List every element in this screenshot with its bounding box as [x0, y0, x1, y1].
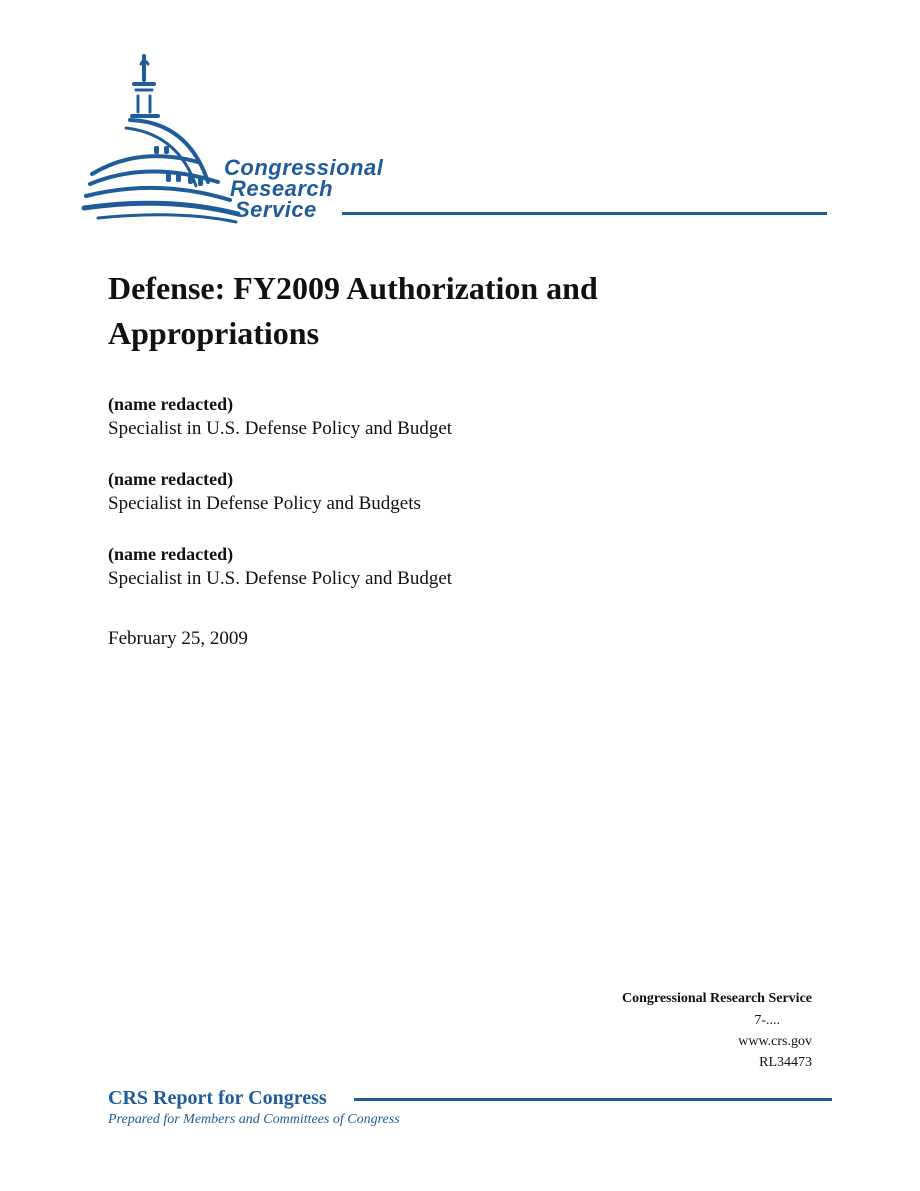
report-meta: [512, 988, 812, 1073]
author-block: [108, 542, 808, 592]
report-date: February 25, 2009: [108, 628, 248, 649]
author-block: [108, 392, 808, 442]
report-title-line-2: Appropriations: [108, 315, 320, 351]
meta-report-number: RL34473: [759, 1055, 812, 1070]
logo-word-research: Research: [230, 176, 334, 201]
logo-word-congressional: Congressional: [224, 155, 384, 180]
author-block: [108, 467, 808, 517]
logo-divider: [342, 212, 827, 215]
author-name: (name redacted): [108, 469, 234, 489]
author-name: (name redacted): [108, 544, 234, 564]
crs-logo: [78, 50, 838, 230]
footer-subtitle: Prepared for Members and Committees of Congress: [108, 1112, 400, 1127]
author-role: Specialist in U.S. Defense Policy and Budget: [108, 418, 453, 439]
report-title: [108, 266, 808, 356]
author-role: Specialist in U.S. Defense Policy and Budget: [108, 568, 453, 589]
meta-code: 7-....: [754, 1013, 780, 1028]
meta-organization: Congressional Research Service: [621, 991, 812, 1006]
author-name: (name redacted): [108, 394, 234, 414]
footer-divider: [354, 1098, 832, 1101]
logo-word-service: Service: [235, 197, 317, 222]
report-title-line-1: Defense: FY2009 Authorization and: [108, 270, 598, 306]
meta-website-link[interactable]: www.crs.gov: [738, 1034, 812, 1049]
author-role: Specialist in Defense Policy and Budgets: [108, 493, 421, 514]
footer-title: CRS Report for Congress: [108, 1087, 327, 1109]
